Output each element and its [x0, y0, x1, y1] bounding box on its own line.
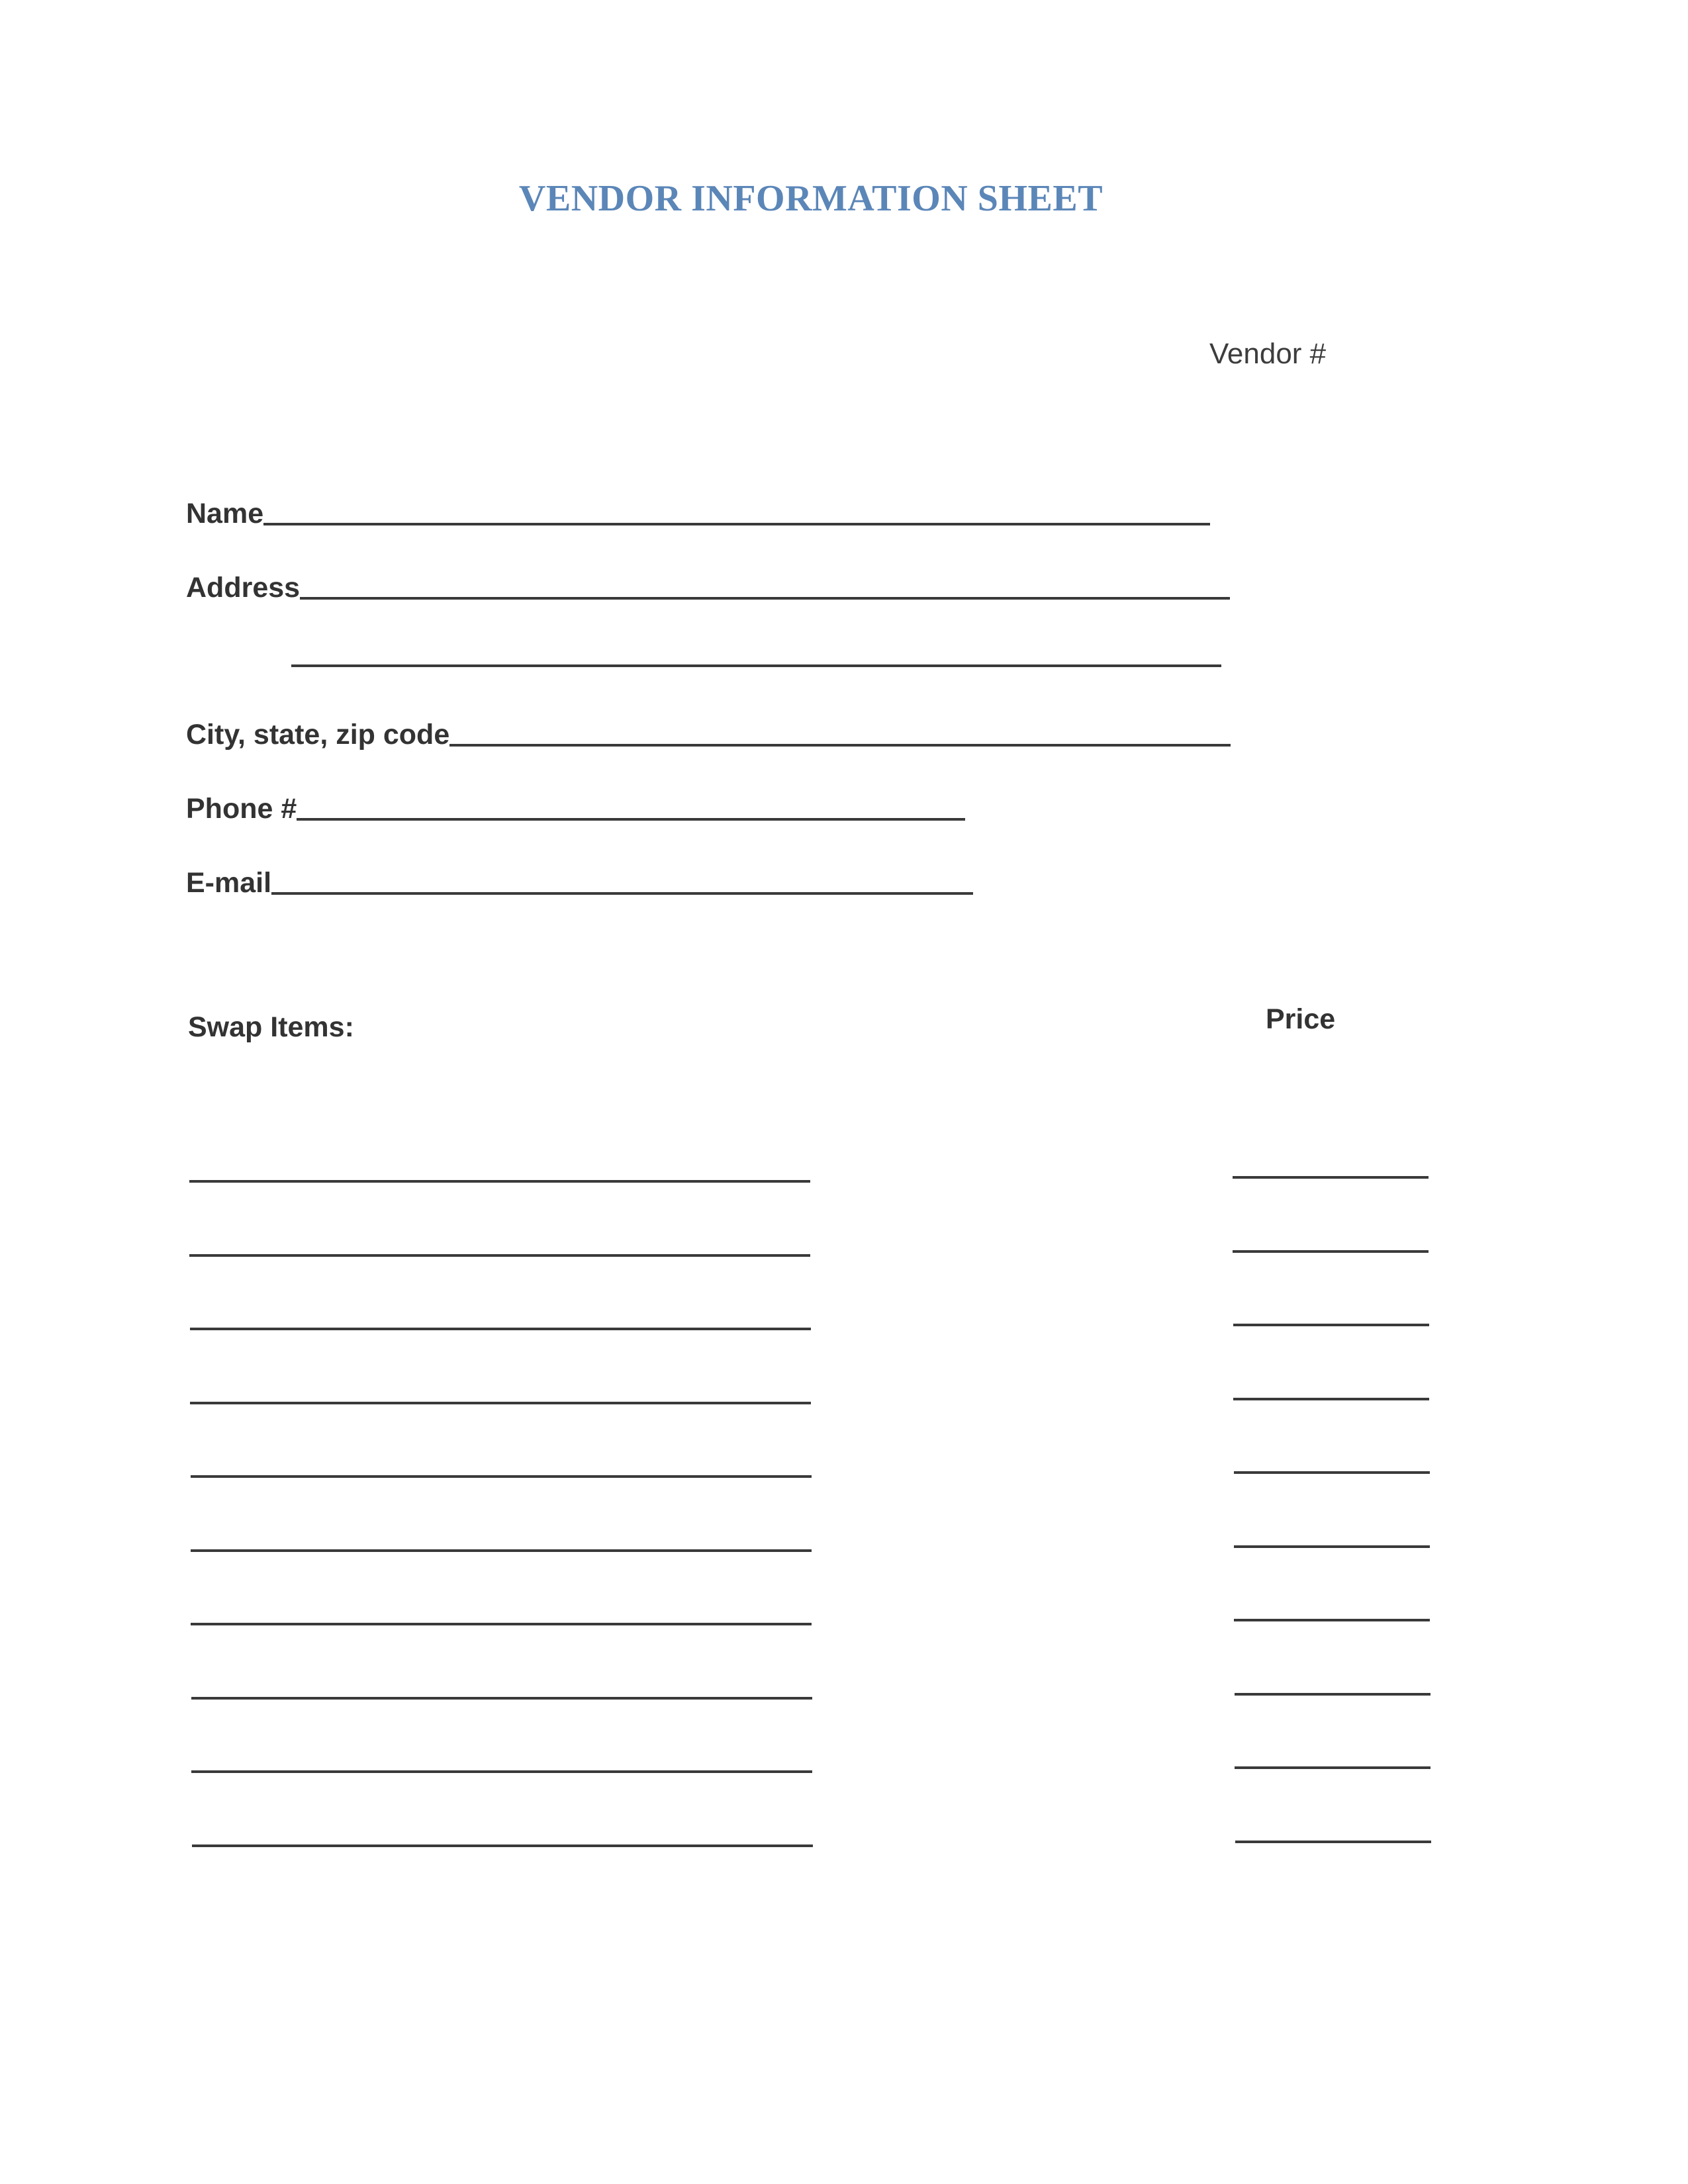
swap-item-line[interactable]	[191, 1549, 812, 1552]
email-input-line[interactable]	[271, 892, 973, 895]
swap-item-line[interactable]	[192, 1844, 813, 1847]
swap-item-line[interactable]	[189, 1254, 810, 1257]
price-line[interactable]	[1235, 1693, 1430, 1696]
price-label: Price	[1266, 1003, 1336, 1035]
city-state-zip-field	[186, 709, 1231, 749]
swap-item-line[interactable]	[191, 1697, 812, 1700]
name-label: Name	[186, 498, 264, 529]
swap-item-line[interactable]	[189, 1180, 810, 1183]
swap-items-label: Swap Items:	[188, 1011, 354, 1043]
swap-item-line[interactable]	[191, 1623, 812, 1625]
swap-item-line[interactable]	[191, 1770, 812, 1773]
name-input-line[interactable]	[263, 523, 1210, 525]
price-line[interactable]	[1233, 1324, 1429, 1326]
swap-item-line[interactable]	[190, 1328, 811, 1330]
price-line[interactable]	[1233, 1250, 1429, 1253]
price-line[interactable]	[1235, 1766, 1430, 1769]
page-title: VENDOR INFORMATION SHEET	[518, 178, 1103, 219]
price-line[interactable]	[1234, 1471, 1430, 1474]
price-line[interactable]	[1234, 1619, 1430, 1621]
phone-input-line[interactable]	[297, 818, 965, 821]
swap-item-line[interactable]	[190, 1402, 811, 1404]
name-field	[186, 488, 1210, 528]
price-line[interactable]	[1233, 1176, 1429, 1179]
email-field	[186, 858, 973, 897]
address-label: Address	[186, 572, 301, 604]
city-state-zip-label: City, state, zip code	[186, 719, 450, 751]
address-field	[186, 563, 1230, 602]
vendor-number-label: Vendor #	[1209, 338, 1327, 370]
address-input-line[interactable]	[300, 597, 1230, 600]
phone-label: Phone #	[186, 793, 297, 825]
price-line[interactable]	[1233, 1398, 1429, 1400]
email-label: E-mail	[186, 867, 272, 899]
phone-field	[186, 784, 965, 823]
price-line[interactable]	[1235, 1841, 1431, 1843]
address-line-2[interactable]	[291, 664, 1221, 667]
swap-item-line[interactable]	[191, 1475, 812, 1478]
price-line[interactable]	[1234, 1545, 1430, 1548]
city-state-zip-input-line[interactable]	[449, 744, 1231, 747]
